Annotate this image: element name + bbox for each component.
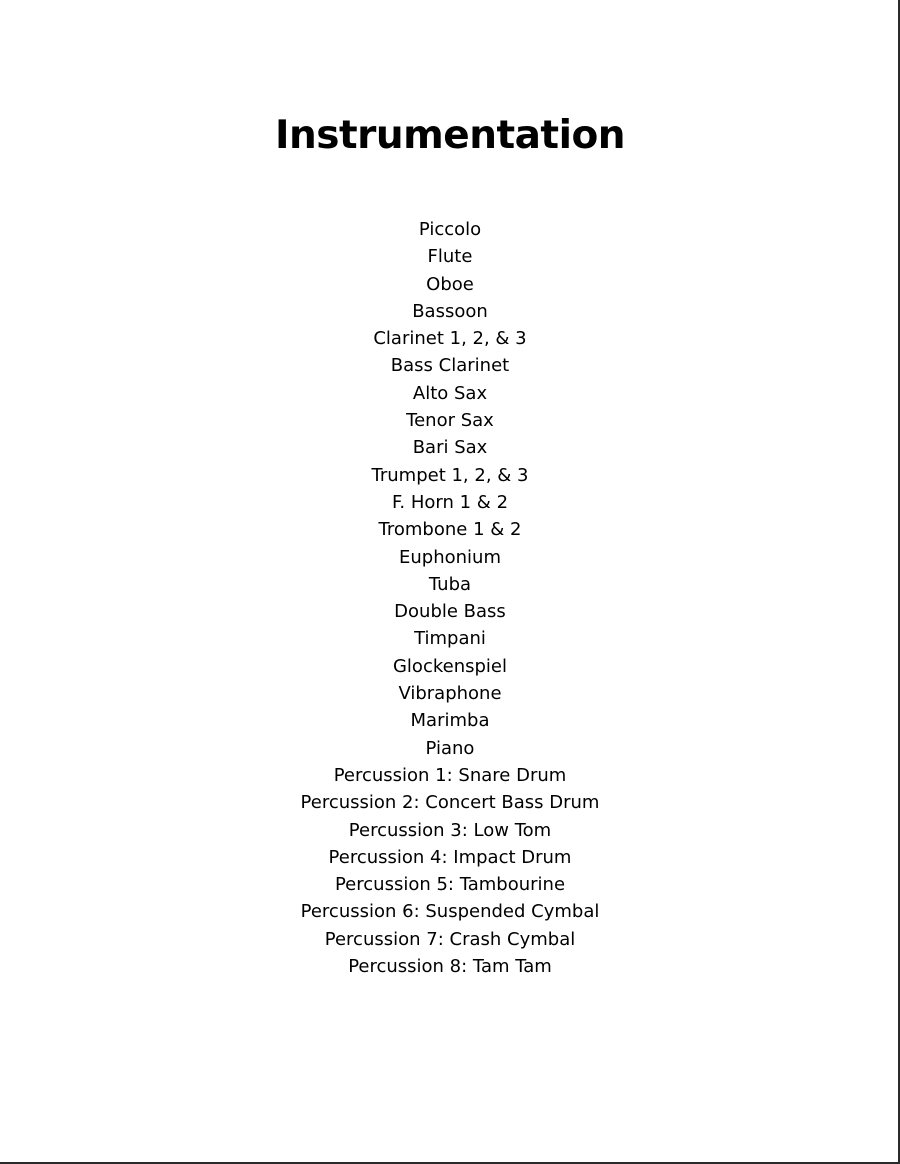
instrument-item: Double Bass (394, 601, 506, 623)
instrument-item: Oboe (426, 273, 474, 295)
instrument-item: Marimba (410, 710, 490, 732)
instrument-item: Bass Clarinet (390, 355, 510, 377)
instrument-item: Percussion 2: Concert Bass Drum (300, 792, 600, 814)
instrument-item: Trumpet 1, 2, & 3 (371, 464, 529, 486)
instrument-item: Vibraphone (398, 683, 502, 705)
instrument-item: Piano (425, 737, 475, 759)
instrument-item: Percussion 1: Snare Drum (333, 764, 567, 786)
instrument-item: Percussion 5: Tambourine (334, 874, 566, 896)
instrument-item: Percussion 7: Crash Cymbal (324, 928, 576, 950)
instrument-item: Tenor Sax (406, 410, 494, 432)
instrument-item: Piccolo (418, 219, 482, 240)
instrument-item: Bari Sax (412, 437, 488, 459)
instrument-item: Euphonium (399, 546, 501, 568)
instrument-item: Tuba (428, 573, 472, 595)
instrument-item: Percussion 8: Tam Tam (348, 956, 552, 978)
instrument-item: F. Horn 1 & 2 (391, 491, 509, 513)
instrument-item: Timpani (414, 628, 486, 650)
instrument-item: Flute (427, 246, 473, 268)
page-title: Instrumentation (274, 113, 625, 158)
instrument-item: Percussion 3: Low Tom (348, 819, 552, 841)
instrument-item: Glockenspiel (392, 655, 507, 677)
instrument-item: Alto Sax (412, 382, 488, 404)
instrument-item: Percussion 4: Impact Drum (328, 846, 572, 868)
instrument-list (0, 216, 900, 980)
instrument-item: Trombone 1 & 2 (378, 519, 522, 541)
instrument-item: Clarinet 1, 2, & 3 (373, 328, 527, 350)
instrument-item: Bassoon (412, 300, 488, 322)
instrument-item: Percussion 6: Suspended Cymbal (300, 901, 600, 923)
